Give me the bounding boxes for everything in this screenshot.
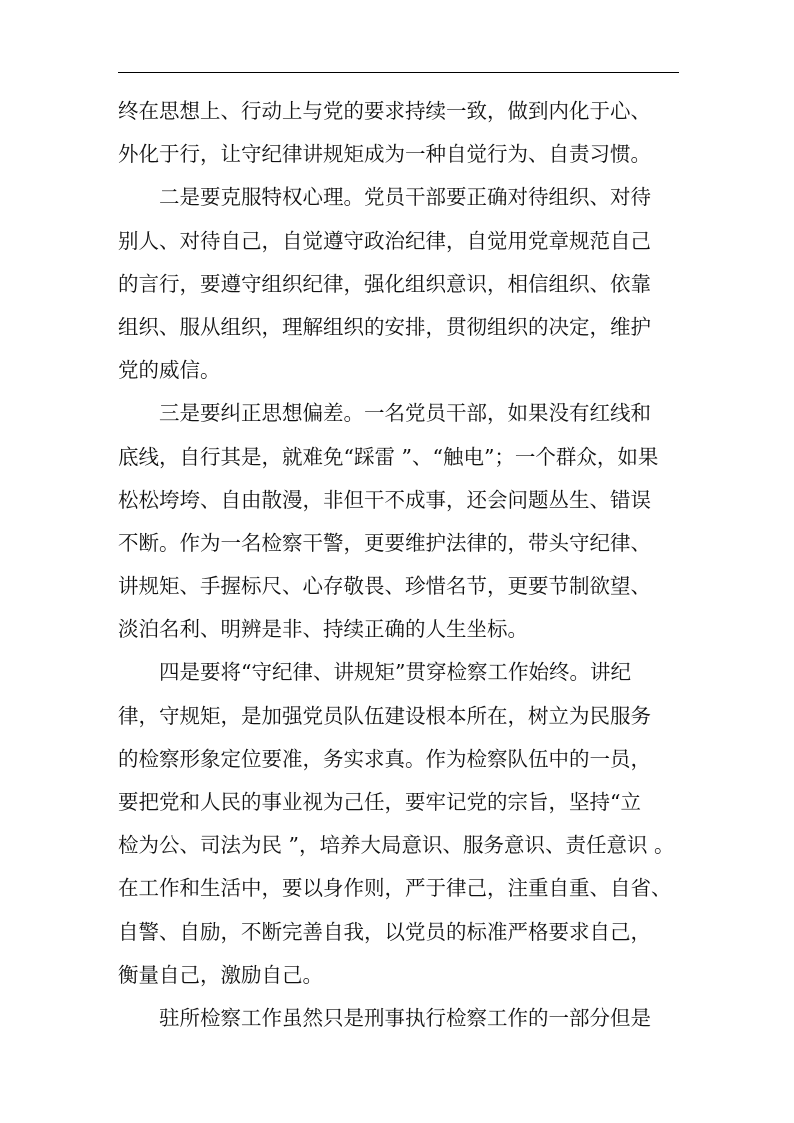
body-text [118, 90, 679, 1040]
text-line: 松松垮垮、自由散漫，非但干不成事，还会问题丛生、错误 [118, 487, 651, 512]
text-line: 党的威信。 [118, 358, 221, 383]
text-line: 在工作和生活中，要以身作则，严于律己，注重自重、自省、 [118, 876, 672, 901]
header-rule [118, 72, 679, 73]
text-line: 驻所检察工作虽然只是刑事执行检察工作的一部分但是 [159, 1005, 651, 1030]
text-line: 的检察形象定位要准，务实求真。作为检察队伍中的一员， [118, 746, 651, 771]
text-line: 组织、服从组织，理解组织的安排，贯彻组织的决定，维护 [118, 314, 651, 339]
text-line: 别人、对待自己，自觉遵守政治纪律，自觉用党章规范自己 [118, 228, 651, 253]
text-line: 的言行，要遵守组织纪律，强化组织意识，相信组织、依靠 [118, 271, 651, 296]
text-line: 终在思想上、行动上与党的要求持续一致，做到内化于心、 [118, 99, 651, 123]
text-line: 律，守规矩，是加强党员队伍建设根本所在，树立为民服务 [118, 703, 651, 728]
text-line: 自警、自励，不断完善自我，以党员的标准严格要求自己， [118, 919, 651, 944]
text-line: 不断。作为一名检察干警，更要维护法律的，带头守纪律、 [118, 530, 651, 555]
text-line: 外化于行，让守纪律讲规矩成为一种自觉行为、自责习惯。 [118, 142, 651, 167]
text-line: 衡量自己，激励自己。 [118, 962, 323, 987]
text-line: 检为公、司法为民 ”，培养大局意识、服务意识、责任意识 。 [118, 833, 675, 858]
text-line: 三是要纠正思想偏差。一名党员干部，如果没有红线和 [159, 401, 651, 426]
text-line: 要把党和人民的事业视为己任，要牢记党的宗旨，坚持“立 [118, 790, 641, 814]
text-line: 淡泊名利、明辨是非、持续正确的人生坐标。 [118, 617, 528, 642]
text-line: 讲规矩、手握标尺、心存敬畏、珍惜名节，更要节制欲望、 [118, 574, 651, 599]
text-line: 底线，自行其是，就难免“踩雷 ”、“触电”；一个群众，如果 [118, 444, 659, 469]
text-line: 四是要将“守纪律、讲规矩”贯穿检察工作始终。讲纪 [159, 660, 631, 685]
text-line: 二是要克服特权心理。党员干部要正确对待组织、对待 [159, 185, 651, 210]
